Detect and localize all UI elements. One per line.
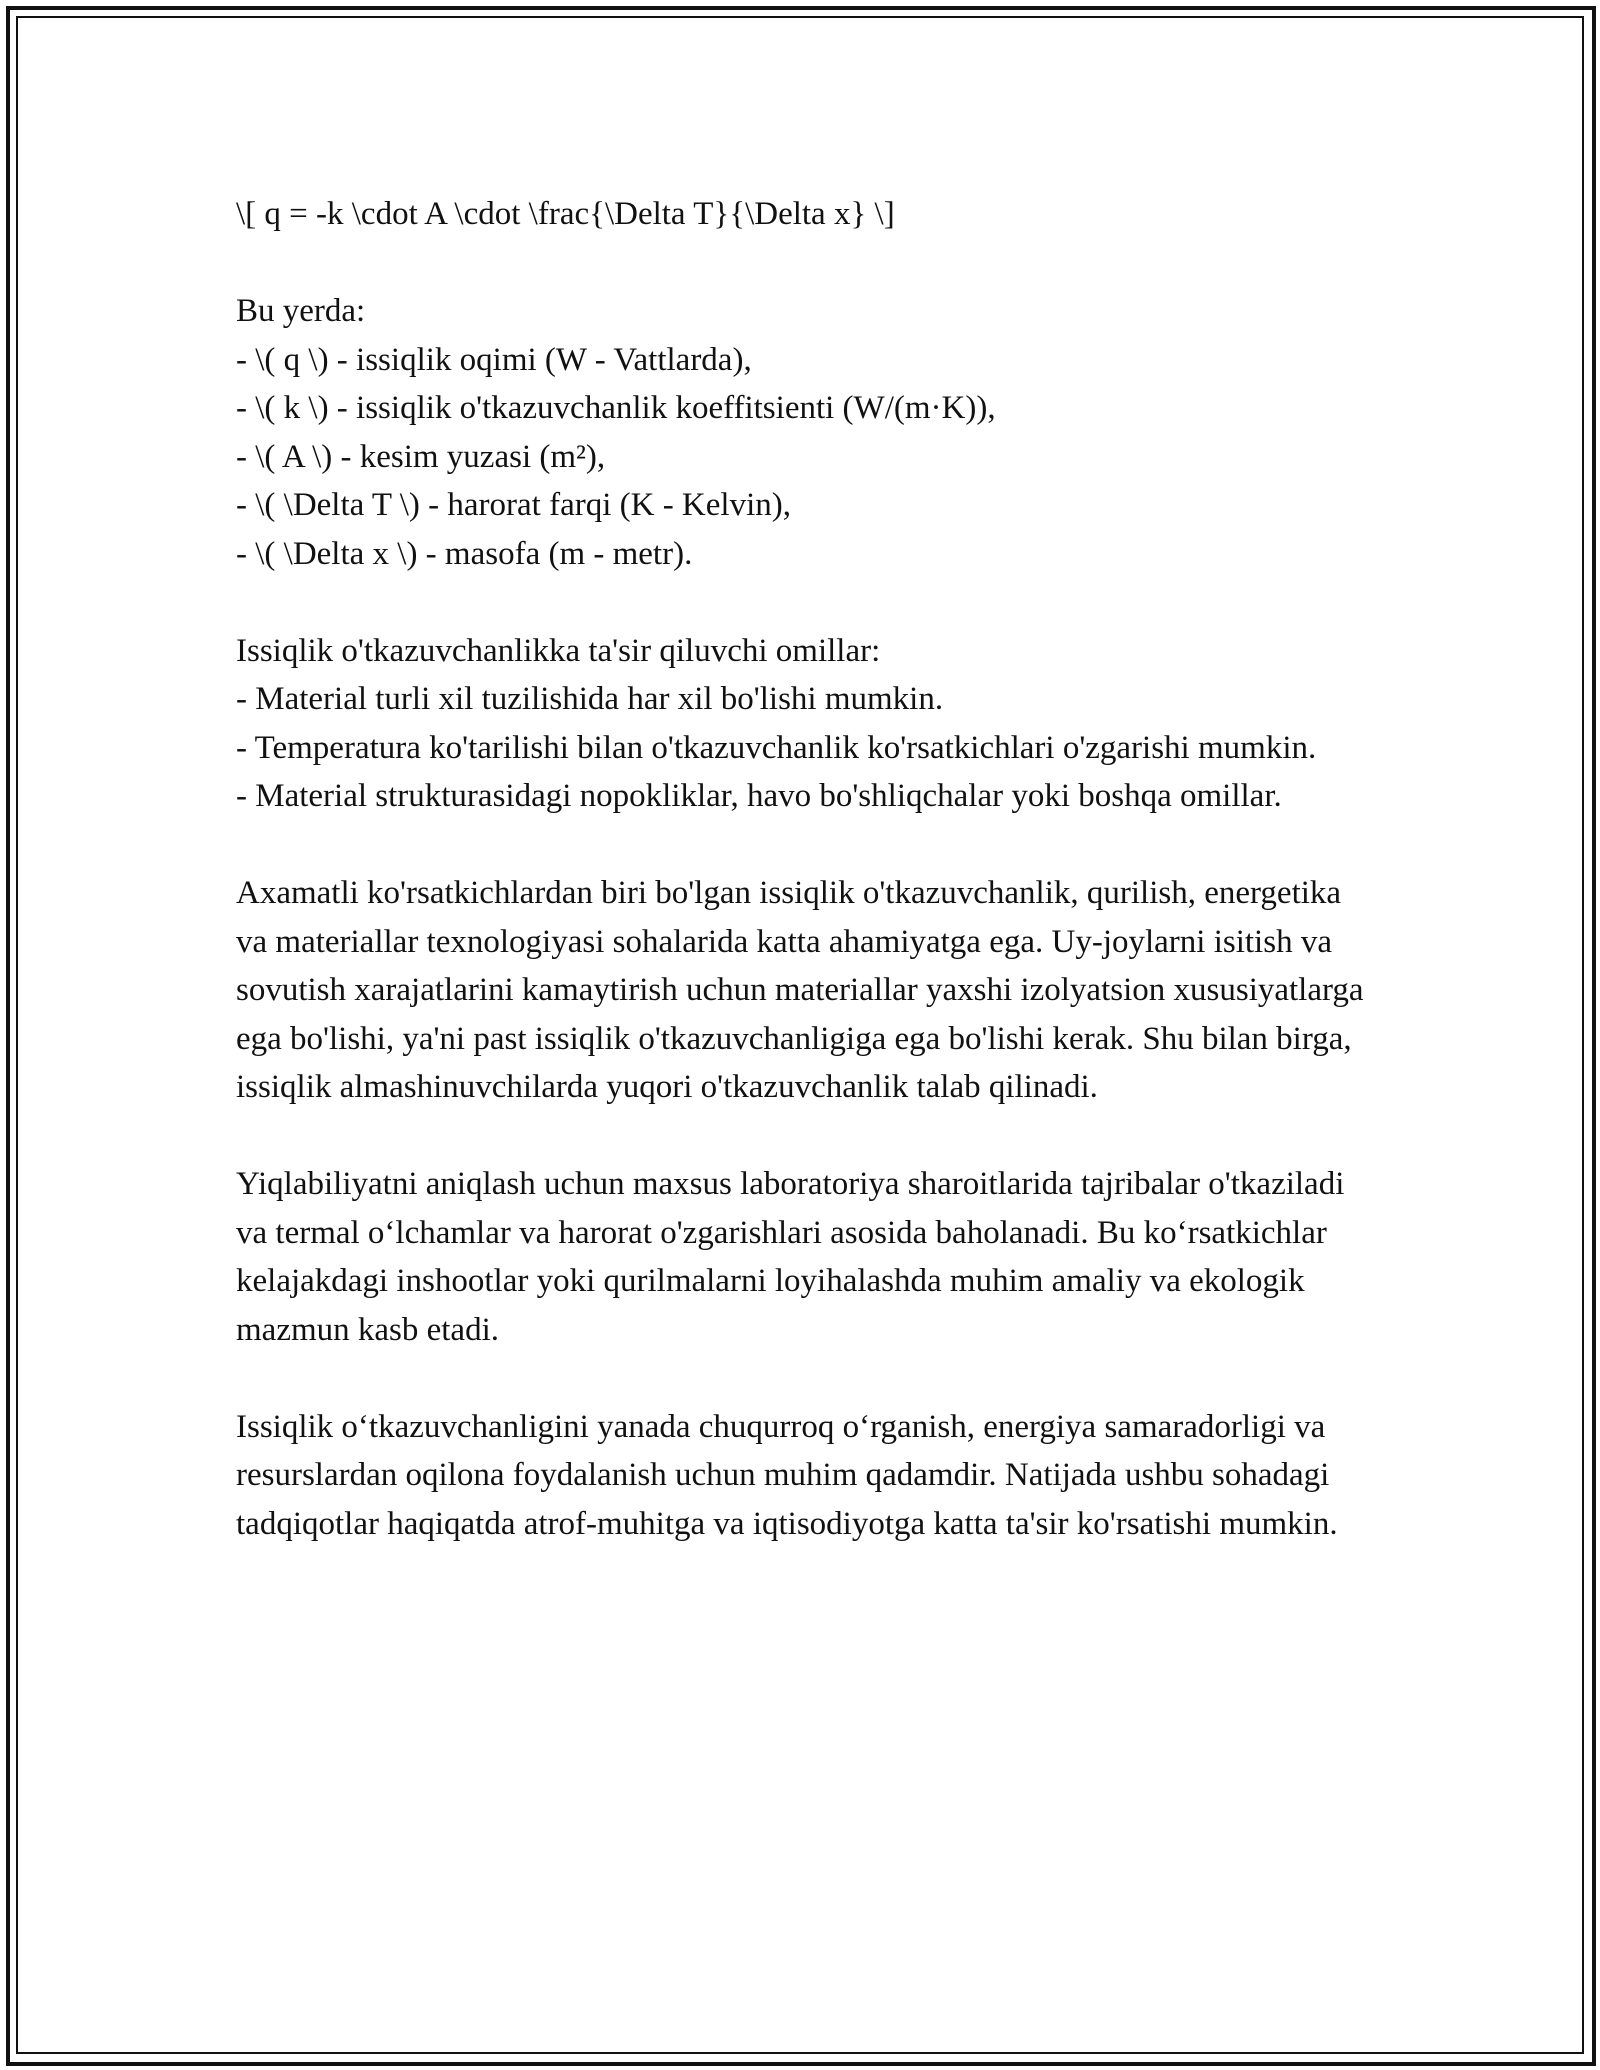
factor-item: - Temperatura ko'tarilishi bilan o'tkazuvchanlik ko'rsatkichlari o'zgarishi mumkin.: [236, 729, 1317, 766]
spacer: [236, 1354, 1376, 1403]
spacer: [236, 578, 1376, 627]
definitions-intro: Bu yerda:: [236, 293, 366, 329]
factor-item: - Material turli xil tuzilishida har xil bo'lishi mumkin.: [236, 681, 944, 717]
document-body: [236, 190, 1376, 1548]
formula-line: \[ q = -k \cdot A \cdot \frac{\Delta T}{\Delta x} \]: [236, 196, 895, 232]
definition-item: - \( \Delta T \) - harorat farqi (K - Kelvin),: [236, 487, 791, 523]
factors-intro: Issiqlik o'tkazuvchanlikka ta'sir qiluvchi omillar:: [236, 632, 881, 669]
definition-item: - \( q \) - issiqlik oqimi (W - Vattlarda),: [236, 341, 752, 378]
definition-item: - \( k \) - issiqlik o'tkazuvchanlik koeffitsienti (W/(m·K)),: [236, 390, 996, 426]
spacer: [236, 1112, 1376, 1161]
spacer: [236, 821, 1376, 870]
body-paragraph: Axamatli ko'rsatkichlardan biri bo'lgan issiqlik o'tkazuvchanlik, qurilish, energetika va materiallar texnologiyasi sohalarida katta ahamiyatga ega. Uy-joylarni isitish va sovutish xarajatlarini kamaytirish uchun materiallar yaxshi izolyatsion xususiyatlarga ega bo'lishi, ya'ni past issiqlik o'tkazuvchanligiga ega bo'lishi kerak. Shu bilan birga, issiqlik almashinuvchilarda yuqori o'tkazuvchanlik talab qilinadi.: [236, 875, 1364, 1105]
body-paragraph: Yiqlabiliyatni aniqlash uchun maxsus laboratoriya sharoitlarida tajribalar o'tkaziladi va termal o‘lchamlar va harorat o'zgarishlari asosida baholanadi. Bu ko‘rsatkichlar kelajakdagi inshootlar yoki qurilmalarni loyihalashda muhim amaliy va ekologik mazmun kasb etadi.: [236, 1166, 1345, 1348]
definition-item: - \( A \) - kesim yuzasi (m²),: [236, 438, 606, 475]
definition-item: - \( \Delta x \) - masofa (m - metr).: [236, 535, 693, 572]
body-paragraph: Issiqlik o‘tkazuvchanligini yanada chuqurroq o‘rganish, energiya samaradorligi va resurslardan oqilona foydalanish uchun muhim qadamdir. Natijada ushbu sohadagi tadqiqotlar haqiqatda atrof-muhitga va iqtisodiyotga katta ta'sir ko'rsatishi mumkin.: [236, 1408, 1338, 1542]
factor-item: - Material strukturasidagi nopokliklar, havo bo'shliqchalar yoki boshqa omillar.: [236, 778, 1282, 814]
spacer: [236, 239, 1376, 288]
